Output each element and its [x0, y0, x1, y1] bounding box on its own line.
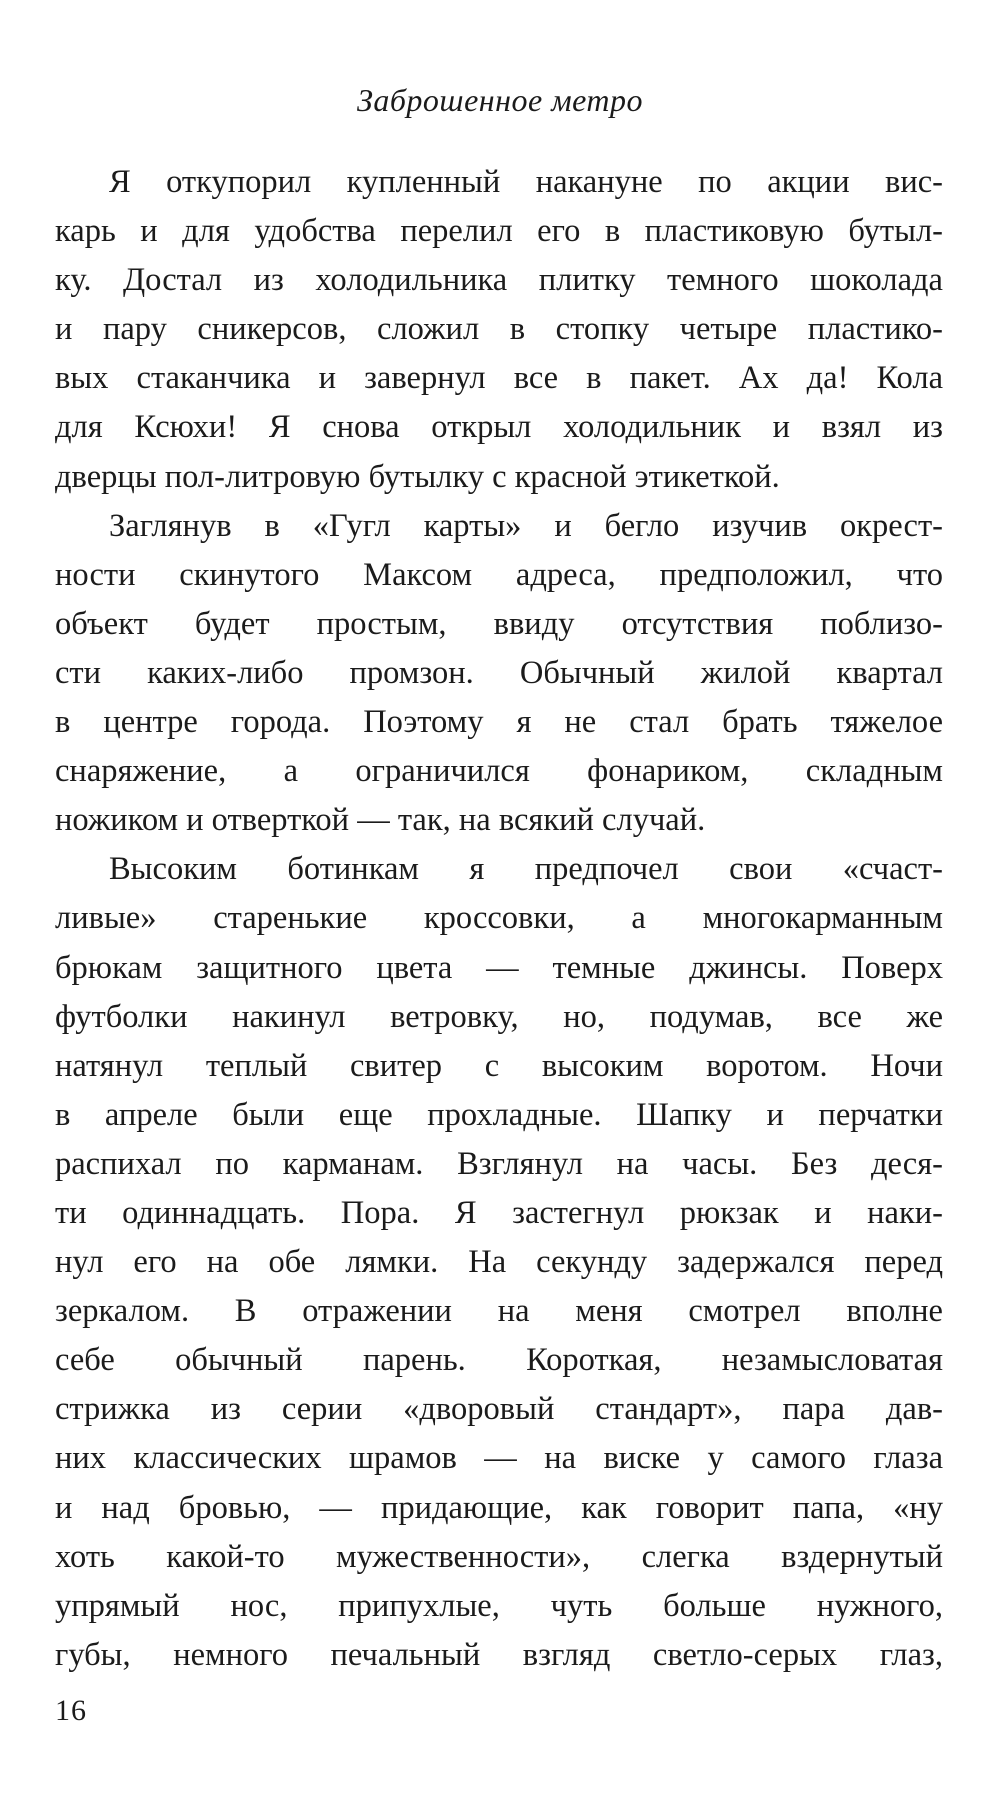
- text-line: карь и для удобства перелил его в пластиковую бутыл-: [55, 213, 943, 250]
- text-line: ку. Достал из холодильника плитку темного шоколада: [55, 262, 943, 299]
- text-line: Заглянув в «Гугл карты» и бегло изучив окрест-: [109, 507, 943, 544]
- text-line: брюкам защитного цвета — темные джинсы. Поверх: [55, 949, 943, 986]
- text-line: губы, немного печальный взгляд светло-серых глаз,: [55, 1636, 943, 1673]
- text-line: распихал по карманам. Взглянул на часы. Без деся-: [55, 1145, 943, 1182]
- text-line: них классических шрамов — на виске у самого глаза: [55, 1440, 943, 1477]
- text-line: ливые» старенькие кроссовки, а многокарманным: [55, 900, 943, 937]
- text-line: Высоким ботинкам я предпочел свои «счаст-: [109, 851, 943, 888]
- text-line: хоть какой-то мужественности», слегка вздернутый: [55, 1538, 943, 1575]
- page-number: 16: [55, 1694, 87, 1727]
- text-line: нул его на обе лямки. На секунду задержался перед: [55, 1244, 943, 1281]
- text-line: стрижка из серии «дворовый стандарт», пара дав-: [55, 1391, 943, 1428]
- body-text: [55, 158, 943, 1680]
- text-line: упрямый нос, припухлые, чуть больше нужного,: [55, 1587, 943, 1624]
- text-line: вых стаканчика и завернул все в пакет. Ах да! Кола: [55, 360, 943, 397]
- text-line: и над бровью, — придающие, как говорит папа, «ну: [55, 1489, 943, 1526]
- text-line: футболки накинул ветровку, но, подумав, все же: [55, 998, 943, 1035]
- text-line: ности скинутого Максом адреса, предположил, что: [55, 556, 943, 593]
- text-line: себе обычный парень. Короткая, незамысловатая: [55, 1342, 943, 1379]
- text-line: для Ксюхи! Я снова открыл холодильник и взял из: [55, 409, 943, 446]
- text-line: Я откупорил купленный накануне по акции вис-: [109, 164, 943, 200]
- text-line: снаряжение, а ограничился фонариком, складным: [55, 753, 943, 790]
- text-line: зеркалом. В отражении на меня смотрел вполне: [55, 1293, 943, 1330]
- text-line: в апреле были еще прохладные. Шапку и перчатки: [55, 1096, 943, 1133]
- text-line: ножиком и отверткой — так, на всякий случай.: [55, 802, 706, 839]
- running-head: Заброшенное метро: [356, 82, 644, 118]
- text-line: натянул теплый свитер с высоким воротом. Ночи: [55, 1047, 943, 1084]
- text-line: в центре города. Поэтому я не стал брать тяжелое: [55, 704, 943, 741]
- text-line: ти одиннадцать. Пора. Я застегнул рюкзак и наки-: [55, 1194, 943, 1231]
- text-line: и пару сникерсов, сложил в стопку четыре пластико-: [55, 311, 943, 348]
- text-line: дверцы пол-литровую бутылку с красной этикеткой.: [55, 458, 780, 495]
- text-line: сти каких-либо промзон. Обычный жилой квартал: [55, 654, 943, 691]
- text-line: объект будет простым, ввиду отсутствия поблизо-: [55, 605, 943, 642]
